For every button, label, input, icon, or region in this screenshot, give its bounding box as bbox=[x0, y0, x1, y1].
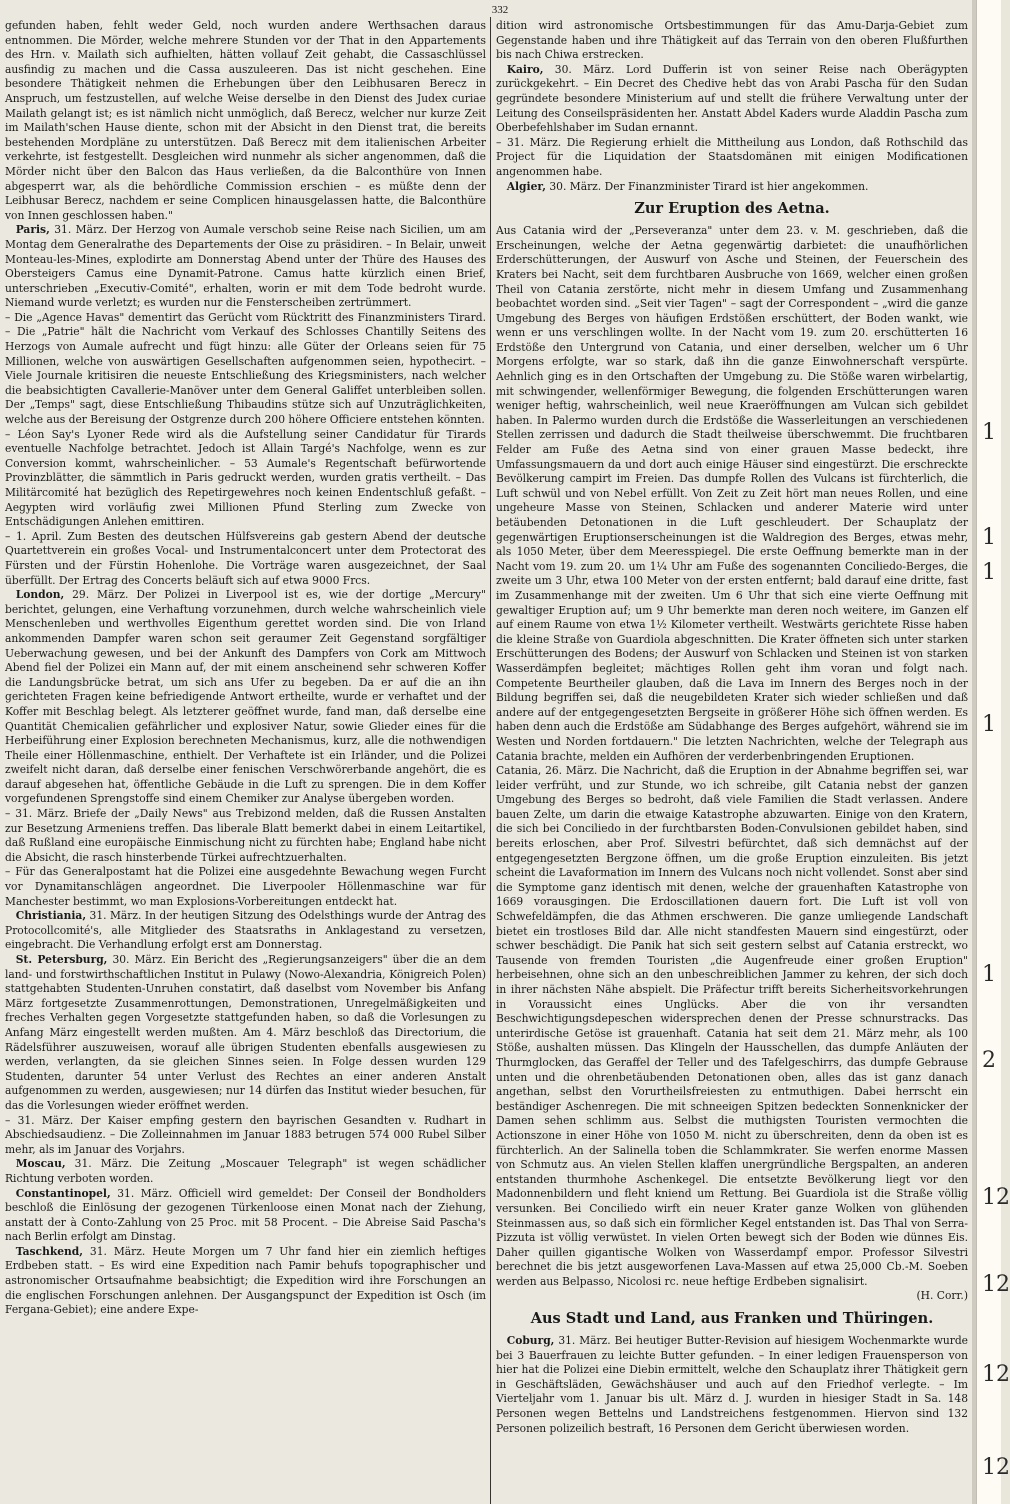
dateline-city: Kairo, bbox=[506, 62, 544, 76]
edge-mark: 12 bbox=[982, 1455, 1010, 1480]
left-column bbox=[5, 19, 486, 1502]
news-text: Der Finanzminister Tirard ist hier angekommen. bbox=[604, 179, 869, 193]
dateline-date: 30. März. bbox=[112, 953, 166, 966]
dateline-city: St. Petersburg, bbox=[15, 953, 108, 966]
dateline-city: Moscau, bbox=[15, 1157, 66, 1171]
correspondent-signature: (H. Corr.) bbox=[916, 1289, 968, 1303]
dateline-date: 29. März. bbox=[72, 588, 129, 602]
article-paragraph: – Léon Say's Lyoner Rede wird als die Aufstellung seiner Candidatur für Tirards eventuelle Nachfolge betrachtet. Jedoch ist Allain Targé's Nachfolge, wenn es zur Conversion kommt, wahrscheinlicher. – 53 Aumale's Regentschaft befürwortende Provinzblätter, die sämmtlich in Paris gedruckt werden, wurden gratis vertheilt. – Das Militärcomité hat bezüglich des Repetirgewehres noch keinen Endentschluß gefaßt. – Aegypten wird vorläufig zwei Millionen Pfund Sterling zum Zwecke von Entschädigungen Anlehen emittiren. bbox=[5, 427, 486, 529]
news-item-tashkent bbox=[5, 1245, 486, 1318]
news-item-petersburg bbox=[5, 953, 486, 1114]
news-text: Der Polizei in Liverpool ist es, wie der dortige „Mercury" berichtet, gelungen, eine Verhaftung vorzunehmen, durch welche wahrscheinlich viele Menschenleben und werthvolles Eigenthum gerettet worden sind. Die von Irland ankommenden Dampfer waren schon seit geraumer Zeit Gegenstand sorgfältiger Ueberwachung gewesen, und bei der Ankunft des Dampfers von Cork am Mittwoch Abend fiel der Polizei ein Mann auf, der mit einem anscheinend sehr schweren Koffer die Landungsbrücke betrat, um sich ans Ufer zu begeben. Da er auf die an ihn gerichteten Fragen keine befriedigende Antwort ertheilte, wurde er verhaftet und der Koffer mit Beschlag belegt. Als letzterer geöffnet wurde, fand man, daß derselbe eine Quantität Chemicalien gefährlicher und explosiver Natur, sowie Glieder eines für die Herbeiführung einer Explosion berechneten Mechanismus, kurz, alle die nothwendigen Theile einer Höllenmaschine, enthielt. Der Verhaftete ist ein Irländer, und die Polizei zweifelt nicht daran, daß derselbe einer fenischen Verschwörerbande angehört, die es darauf abgesehen hat, öffentliche Gebäude in die Luft zu sprengen. Die in dem Koffer vorgefundenen Sprengstoffe sind einem Chemiker zur Analyse übergeben worden. bbox=[5, 588, 486, 806]
dateline-date: 31. März. bbox=[558, 1334, 611, 1348]
dateline-date: 31. März. bbox=[89, 1244, 146, 1258]
news-item-coburg bbox=[496, 1334, 968, 1436]
dateline-date: 31. März. bbox=[89, 909, 142, 923]
column-rule bbox=[490, 17, 491, 1504]
news-text: Heute Morgen um 7 Uhr fand hier ein ziemlich heftiges Erdbeben statt. – Es wird eine Expedition nach Pamir behufs topographischer und astronomischer Ortsaufnahme beabsichtigt; die Expedition wird ihre Forschungen an die englischen Forschungen anlehnen. Der Ausgangspunct der Expedition ist Osch (im Fergana-Gebiet); eine andere Expe- bbox=[5, 1244, 486, 1317]
section-heading-etna: Zur Eruption des Aetna. bbox=[634, 200, 830, 218]
dateline-date: 31. März. bbox=[74, 1157, 133, 1171]
news-item-london bbox=[5, 588, 486, 807]
news-item-paris bbox=[5, 223, 486, 311]
dateline-date: 30. März. bbox=[554, 62, 615, 76]
news-text: Officiell wird gemeldet: Der Conseil der Bondholders beschloß die Einlösung der gezogenen Türkenloose einen Monat nach der Ziehung, anstatt der à Conto-Zahlung von 25 Proc. mit 58 Procent. – Die Abreise Said Pascha's nach Berlin erfolgt am Dinstag. bbox=[5, 1186, 486, 1244]
dateline-city: Paris, bbox=[15, 223, 50, 237]
edge-mark: 12 bbox=[982, 1362, 1010, 1387]
section-heading-regional: Aus Stadt und Land, aus Franken und Thüringen. bbox=[530, 1310, 934, 1328]
news-item-constantinople bbox=[5, 1187, 486, 1245]
dateline-city: Christiania, bbox=[15, 909, 87, 923]
dateline-date: 30. März. bbox=[549, 179, 602, 193]
news-text: Der Herzog von Aumale verschob seine Reise nach Sicilien, um am Montag dem Generalrathe des Departements der Oise zu präsidiren. – In Belair, unweit Monteau-les-Mines, explodirte am Donnerstag Abend unter der Thüre des Hauses des Obersteigers Camus eine Dynamit-Patrone. Camus hatte kürzlich einen Brief, unterschrieben „Executiv-Comité", erhalten, worin er mit dem Tode bedroht wurde. Niemand wurde verletzt; es wurden nur die Fensterscheiben zertrümmert. bbox=[5, 223, 486, 310]
edge-mark: 1 bbox=[982, 962, 996, 987]
edge-mark: 12 bbox=[982, 1272, 1010, 1297]
dateline-date: 31. März. bbox=[117, 1186, 173, 1200]
article-paragraph: – 31. März. Die Regierung erhielt die Mittheilung aus London, daß Rothschild das Project für die Liquidation der Staatsdomänen mit einigen Modificationen angenommen habe. bbox=[496, 135, 968, 178]
edge-mark: 1 bbox=[982, 525, 996, 550]
edge-mark: 12 bbox=[982, 1185, 1010, 1210]
dateline-city: Constantinopel, bbox=[15, 1186, 111, 1200]
dateline-city: London, bbox=[15, 588, 65, 602]
article-paragraph: – 1. April. Zum Besten des deutschen Hülfsvereins gab gestern Abend der deutsche Quartettverein ein großes Vocal- und Instrumentalconcert unter dem Protectorat des Fürsten und der Fürstin Hohenlohe. Die Vorträge waren ausgezeichnet, der Saal überfüllt. Der Ertrag des Concerts beläuft sich auf etwa 9000 Frcs. bbox=[5, 529, 486, 587]
edge-mark: 1 bbox=[982, 420, 996, 445]
news-text: Lord Dufferin ist von seiner Reise nach Oberägypten zurückgekehrt. – Ein Decret des Chedive hebt das von Arabi Pascha für den Sudan gegründete besondere Ministerium auf und stellt die frühere Verwaltung unter der Leitung des Conseilspräsidenten her. Anstatt Abdel Kaders wurde Aladdin Pascha zum Oberbefehlshaber im Sudan ernannt. bbox=[496, 62, 968, 135]
news-item-algiers bbox=[496, 180, 968, 195]
news-text: Ein Bericht des „Regierungsanzeigers" über die an dem land- und forstwirthschaftlichen Institut in Pulawy (Nowo-Alexandria, Königreich Polen) stattgehabten Studenten-Unruhen constatirt, daß daselbst vom November bis Anfang März fortgesetzte Zusammenrottungen, Demonstrationen, Unregelmäßigkeiten und freches Verhalten gegen Vorgesetzte stattgefunden haben, so daß die Vorlesungen zu Anfang März eingestellt werden mußten. Am 4. März beschloß das Directorium, die Rädelsführer auszuweisen, worauf alle übrigen Studenten ebenfalls ausgewiesen zu werden, verlangten, da sie gleichen Sinnes seien. In Folge dessen wurden 129 Studenten, darunter 54 unter Verlust des Rechtes an einer anderen Anstalt aufgenommen zu werden, ausgewiesen; nur 14 dürfen das Institut wieder besuchen, für das die Vorlesungen wieder eröffnet werden. bbox=[5, 953, 486, 1112]
article-paragraph: – Die „Agence Havas" dementirt das Gerücht vom Rücktritt des Finanzministers Tirard. – Die „Patrie" hält die Nachricht vom Verkauf des Schlosses Chantilly Seitens des Herzogs von Aumale aufrecht und fügt hinzu: alle Güter der Orleans seien für 75 Millionen, welche von auswärtigen Gesellschaften aufgenommen seien, hypothecirt. – Viele Journale kritisiren die neueste Entschließung des Kriegsministers, nach welcher die beabsichtigten Cavallerie-Manöver unter dem General Galiffet unterbleiben sollen. Der „Temps" sagt, diese Entschließung Thibaudins stütze sich auf Unzuträglichkeiten, welche aus der Bereisung der Ostgrenze durch 200 höhere Officiere entstehen könnten. bbox=[5, 310, 486, 427]
news-text: Bei heutiger Butter-Revision auf hiesigem Wochenmarkte wurde bei 3 Bauerfrauen zu leichte Butter gefunden. – In einer ledigen Frauensperson von hier hat die Polizei eine Diebin ermittelt, welche den Schauplatz ihrer Thätigkeit gern in Geschäftsläden, Gewächshäuser und auch auf den Friedhof verlegte. – Im Vierteljahr vom 1. Januar bis ult. März d. J. wurden in hiesiger Stadt in Sa. 148 Personen wegen Bettelns und Landstreichens festgenommen. Hiervon sind 132 Personen polizeilich bestraft, 16 Personen dem Gericht überwiesen worden. bbox=[496, 1334, 968, 1435]
article-paragraph: dition wird astronomische Ortsbestimmungen für das Amu-Darja-Gebiet zum Gegenstande haben und ihre Thätigkeit auf das Terrain von den oberen Flußfurthen bis nach Chiwa erstrecken. bbox=[496, 19, 968, 62]
article-paragraph: – Für das Generalpostamt hat die Polizei eine ausgedehnte Bewachung wegen Furcht vor Dynamitanschlägen angeordnet. Die Liverpooler Höllenmaschine war für Manchester bestimmt, wo man Explosions-Vorbereitungen entdeckt hat. bbox=[5, 865, 486, 908]
article-paragraph: – 31. März. Briefe der „Daily News" aus Trebizond melden, daß die Russen Anstalten zur Besetzung Armeniens treffen. Das liberale Blatt bemerkt dabei in einem Leitartikel, daß Rußland eine europäische Einmischung nicht zu fürchten habe; England habe nicht die Absicht, die rasch hinsterbende Türkei aufrechtzuerhalten. bbox=[5, 807, 486, 864]
news-item-moscow bbox=[5, 1157, 486, 1186]
page-number: 332 bbox=[491, 4, 509, 16]
news-text: In der heutigen Sitzung des Odelsthings wurde der Antrag des Protocollcomité's, alle Mitglieder des Staatsraths in Anklagestand zu versetzen, eingebracht. Die Verhandlung erfolgt erst am Donnerstag. bbox=[5, 909, 486, 952]
dateline-city: Coburg, bbox=[506, 1334, 555, 1348]
dateline-date: 31. März. bbox=[54, 223, 108, 237]
right-column bbox=[496, 19, 968, 1502]
edge-mark: 1 bbox=[982, 560, 996, 585]
article-paragraph: gefunden haben, fehlt weder Geld, noch wurden andere Werthsachen daraus entnommen. Die Mörder, welche mehrere Stunden vor der That in den Appartements des Hrn. v. Mailath sich aufhielten, hätten vollauf Zeit gehabt, die Cassaschlüssel ausfindig zu machen und die Cassa auszuleeren. Das ist nicht geschehen. Eine besondere Thätigkeit nehmen die Erhebungen über den Leibhusaren Berecz in Anspruch, um festzustellen, auf welche Weise derselbe in den Dienst des Judex curiae Mailath gelangt ist; es ist nämlich nicht unmöglich, daß Berecz, welcher nur kurze Zeit im Mailath'schen Hause diente, schon mit der Absicht in den Dienst trat, die bereits bestehenden Mordpläne zu unterstützen. Daß Berecz mit dem italienischen Arbeiter verkehrte, ist festgestellt. Desgleichen wird nunmehr als sicher angenommen, daß die Mörder nicht über den Balcon das Haus verließen, da die Balconthüre von Innen abgesperrt war, als die behördliche Commission erschien – es müßte denn der Leibhusar Berecz, nachdem er seine Complicen hinausgelassen hatte, die Balconthüre von Innen geschlossen haben." bbox=[5, 19, 486, 222]
article-paragraph: – 31. März. Der Kaiser empfing gestern den bayrischen Gesandten v. Rudhart in Abschiedsaudienz. – Die Zolleinnahmen im Januar 1883 betrugen 574 000 Rubel Silber mehr, als im Januar des Vorjahrs. bbox=[5, 1113, 486, 1156]
edge-mark: 1 bbox=[982, 712, 996, 737]
article-paragraph: Aus Catania wird der „Perseveranza" unter dem 23. v. M. geschrieben, daß die Erscheinungen, welche der Aetna gegenwärtig darbietet: die unaufhörlichen Erderschütterungen, der Auswurf von Asche und Steinen, der Feuerschein des Kraters bei Nacht, seit dem furchtbaren Ausbruche von 1669, welcher einen großen Theil von Catania zerstörte, nicht mehr in diesem Umfang und Zusammenhang beobachtet worden sind. „Seit vier Tagen" – sagt der Correspondent – „wird die ganze Umgebung des Berges von häufigen Erdstößen erschüttert, der Boden wankt, wie wenn er uns verschlingen wollte. In der Nacht vom 19. zum 20. erschütterten 16 Erdstöße den Untergrund von Catania, und einer derselben, welcher um 6 Uhr Morgens erfolgte, war so stark, daß ihn die ganze Einwohnerschaft verspürte. Aehnlich ging es in den Ortschaften der Umgebung zu. Die Stöße waren wirbelartig, mit schwingender, wellenförmiger Bewegung, die folgenden Erschütterungen waren weniger heftig, wahrscheinlich, weil neue Kraeröffnungen am Vulcan sich gebildet haben. In Palermo wurden durch die Erdstöße die Wasserleitungen an verschiedenen Stellen zerrissen und dadurch die Stadt theilweise überschwemmt. Die fruchtbaren Felder am Fuße des Aetna sind von einer grauen Masse bedeckt, ihre Umfassungsmauern da und dort auch einige Häuser sind eingestürzt. Die erschreckte Bevölkerung campirt im Freien. Das dumpfe Rollen des Vulcans ist fürchterlich, die Luft schwül und von Nebel erfüllt. Von Zeit zu Zeit hört man neues Rollen, und eine ungeheure Masse von Steinen, Schlacken und anderer Materie wird unter betäubenden Detonationen in die Luft geschleudert. Der Schauplatz der gegenwärtigen Eruptionserscheinungen ist die Waldregion des Berges, etwas mehr, als 1050 Meter, über dem Meeresspiegel. Die erste Oeffnung bemerkte man in der Nacht vom 19. zum 20. um 1¼ Uhr am Fuße des sogenannten Conciliedo-Berges, die zweite um 3 Uhr, etwa 100 Meter von der ersten entfernt; bald darauf eine dritte, fast im Zusammenhange mit der zweiten. Um 6 Uhr that sich eine vierte Oeffnung mit gewaltiger Eruption auf; um 9 Uhr bemerkte man deren noch weitere, im Ganzen elf auf einem Raume von etwa 1½ Kilometer vertheilt. Westwärts gerichtete Risse haben die kleine Straße von Guardiola abgeschnitten. Die Krater öffneten sich unter starken Erschütterungen des Bodens; der Auswurf von Schlacken und Steinen ist von starken Wasserdämpfen begleitet; mächtiges Rollen geht ihm voran und folgt nach. Competente Beurtheiler glauben, daß die Lava im Innern des Berges noch in der Bildung begriffen sei, daß die neugebildeten Krater sich wieder schließen und daß andere auf der entgegengesetzten Bergseite in größerer Höhe sich öffnen werden. Es haben denn auch die Erdstöße am Südabhange des Berges aufgehört, während sie im Westen und Norden fortdauern." Die letzten Nachrichten, welche der Telegraph aus Catania brachte, melden ein Aufhören der verderbenbringenden Eruptionen. bbox=[496, 224, 968, 763]
news-text: Die Zeitung „Moscauer Telegraph" ist wegen schädlicher Richtung verboten worden. bbox=[5, 1157, 486, 1185]
dateline-city: Algier, bbox=[506, 179, 546, 193]
dateline-city: Taschkend, bbox=[15, 1244, 84, 1258]
news-item-cairo bbox=[496, 63, 968, 136]
news-item-christiania bbox=[5, 909, 486, 953]
article-paragraph: Catania, 26. März. Die Nachricht, daß die Eruption in der Abnahme begriffen sei, war leider verfrüht, und zur Stunde, wo ich schreibe, gilt Catania nebst der ganzen Umgebung des Berges so bedroht, daß viele Familien die Stadt verlassen. Andere bauen Zelte, um darin die etwaige Katastrophe abzuwarten. Einige von den Kratern, die sich bei Conciliedo in der furchtbarsten Boden-Convulsionen gebildet haben, sind bereits erloschen, aber Prof. Silvestri befürchtet, daß sich demnächst auf der entgegengesetzten Bergzone öffnen, um die große Eruption einzuleiten. Bis jetzt scheint die Lavaformation im Innern des Vulcans noch nicht vollendet. Sonst aber sind die Symptome ganz identisch mit denen, welche der grauenhaften Katastrophe von 1669 vorausgingen. Die Erdoscillationen dauern fort. Die Luft ist voll von Schwefeldämpfen, die das Athmen erschweren. Die ganze umliegende Landschaft bietet ein trostloses Bild dar. Alle nicht standfesten Mauern sind eingestürzt, oder schwer beschädigt. Die Panik hat sich seit gestern selbst auf Catania erstreckt, wo Tausende von fremden Touristen „die Augenfreude einer großen Eruption" herbeisehnen, ohne sich an den unbeschreiblichen Jammer zu kehren, der sich doch in ihrer nächsten Nähe abspielt. Die Präfectur trifft bereits Sicherheitsvorkehrungen in Voraussicht eines Unglücks. Aber die von ihr versandten Beschwichtigungsdepeschen widersprechen denen der Presse schnurstracks. Das unterirdische Getöse ist grauenhaft. Catania hat seit dem 21. März mehr, als 100 Stöße, aushalten müssen. Das Klingeln der Hausschellen, das dumpfe Anläuten der Thurmglocken, das Geraffel der Teller und des Tafelgeschirrs, das dumpfe Gebrause unten und die ohrenbetäubenden Detonationen oben, alles das ist ganz danach angethan, selbst den Vorurtheilsfreiesten zu entmuthigen. Dabei herrscht ein beständiger Aschenregen. Die mit schneeigen Spitzen bedeckten Sonnenknicker der Damen sehen schlimm aus. Selbst die muthigsten Touristen vermochten die Actionszone in einer Höhe von 1050 M. nicht zu überschreiten, denn da oben ist es fürchterlich. An der Salinella toben die Schlammkrater. Sie werfen enorme Massen von Schmutz aus. An vielen Stellen klaffen unergründliche Bergspalten, an anderen entstanden thurmhohe Aschenkegel. Die entsetzte Bevölkerung liegt vor den Madonnenbildern und fleht kniend um Rettung. Bei Guardiola ist die Straße völlig versunken. Bei Conciliedo wirft ein neuer Krater ganze Wolken von glühenden Steinmassen aus, so daß sich ein förmlicher Kegel entstanden ist. Das Thal von Serra-Pizzuta ist völlig verwüstet. In vielen Orten bewegt sich der Boden wie dünnes Eis. Daher quillen gigantische Wolken von Wasserdampf empor. Professor Silvestri berechnet die bis jetzt ausgeworfenen Lava-Massen auf etwa 25,000 Cb.-M. Soeben werden aus Belpasso, Nicolosi rc. neue heftige Erdbeben signalisirt. bbox=[496, 764, 968, 1288]
edge-mark: 2 bbox=[982, 1048, 996, 1073]
